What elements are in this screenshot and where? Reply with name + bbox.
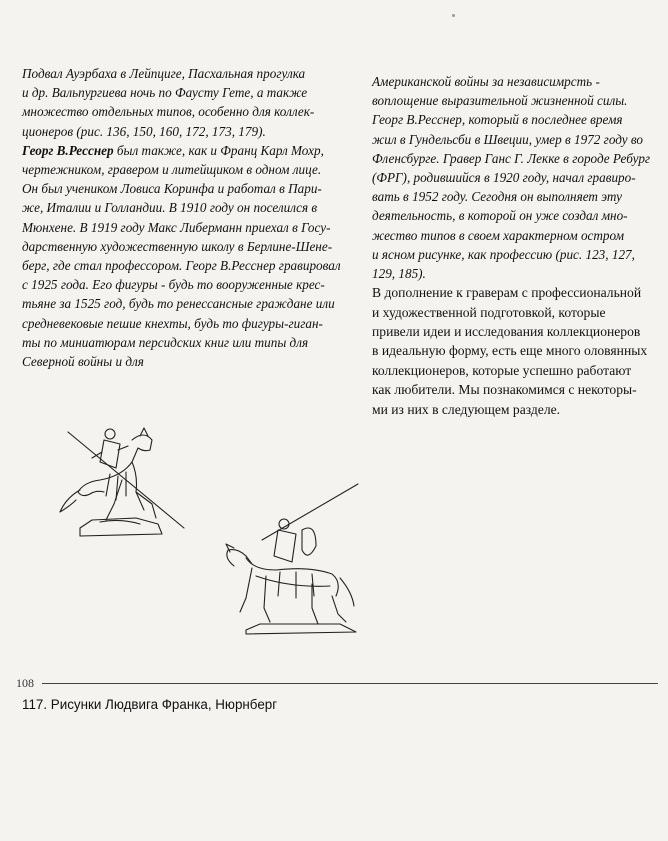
left-column <box>22 64 352 371</box>
knight-figure-1 <box>60 428 184 536</box>
text-line: как любители. Мы познакомимся с некоторы- <box>372 382 637 398</box>
text-line: Он был учеником Ловиса Коринфа и работал в Пари- <box>22 181 322 197</box>
right-paragraph-1 <box>372 72 662 283</box>
text-line: вать в 1952 году. Сегодня он выполняет эту <box>372 189 622 205</box>
text-line: (ФРГ), родившийся в 1920 году, начал гравиро- <box>372 170 636 186</box>
text-line: ми из них в следующем разделе. <box>372 401 561 417</box>
text-line: привели идеи и исследования коллекционеров <box>372 324 641 340</box>
text-line: с 1925 года. Его фигуры - будь то вооруженные крес- <box>22 277 325 293</box>
left-paragraph-1 <box>22 64 352 141</box>
text-line: воплощение выразительной жизненной силы. <box>372 93 628 109</box>
text-line: дарственную художественную школу в Берлине-Шене- <box>22 238 333 254</box>
text-line: и ясном рисунке, как профессию (рис. 123, 127, <box>372 246 635 262</box>
text-line: тьяне за 1525 год, будь то ренессансные граждане или <box>22 296 335 312</box>
divider-line <box>42 683 658 684</box>
text-line: Георг В.Реcснер, который в последнее время <box>372 112 623 128</box>
mounted-knights-drawing <box>40 400 380 670</box>
text-line: и художественной подготовкой, которые <box>372 304 606 320</box>
text-line: жил в Гундельсби в Швеции, умер в 1972 году во <box>372 131 644 147</box>
text-line: же, Италии и Голландии. В 1910 году он поселился в <box>22 200 318 216</box>
text-line: ционеров (рис. 136, 150, 160, 172, 173, 179). <box>22 123 266 139</box>
text-line: множество отдельных типов, особенно для коллек- <box>22 104 315 120</box>
text-line: деятельность, в которой он уже создал мно- <box>372 208 628 224</box>
text-line: в идеальную форму, есть еще много оловянных <box>372 343 648 359</box>
text-line: жество типов в своем характерном остром <box>372 227 625 243</box>
text-line: Фленсбурге. Гравер Ганс Г. Лекке в городе Ребург <box>372 150 651 166</box>
text-line: Мюнхене. В 1919 году Макс Либерманн приехал в Госу- <box>22 219 331 235</box>
left-paragraph-2 <box>22 141 352 371</box>
figure-caption: 117. Рисунки Людвига Франка, Нюрнберг <box>22 697 278 712</box>
text-line: средневековые пешие кнехты, будь то фигуры-гиган- <box>22 315 323 331</box>
text-line: В дополнение к граверам с профессиональной <box>372 285 642 301</box>
text-line: чертежником, гравером и литейщиком в одном лице. <box>22 162 322 178</box>
text-line: Американской войны за независимрсть - <box>372 74 600 89</box>
right-paragraph-2 <box>372 283 662 419</box>
text-line: берг, где стал профессором. Георг В.Реcснер гравировал <box>22 258 341 274</box>
text-line: коллекционеров, которые успешно работают <box>372 362 632 378</box>
text-line: и др. Вальпургиева ночь по Фаусту Гете, а также <box>22 85 308 101</box>
right-column <box>372 72 662 419</box>
artist-name: Георг В.Реcснер <box>22 142 114 158</box>
text-line: 129, 185). <box>372 266 426 282</box>
knight-figure-2 <box>226 484 358 634</box>
text-line: ты по миниатюрам персидских книг или типы для <box>22 334 309 350</box>
text-line: был также, как и Франц Карл Мохр, <box>113 142 324 158</box>
text-line: Подвал Ауэрбаха в Лейпциге, Пасхальная прогулка <box>22 66 306 81</box>
scan-speck <box>452 14 455 17</box>
text-line: Северной войны и для <box>22 354 144 370</box>
page-number: 108 <box>16 676 34 690</box>
